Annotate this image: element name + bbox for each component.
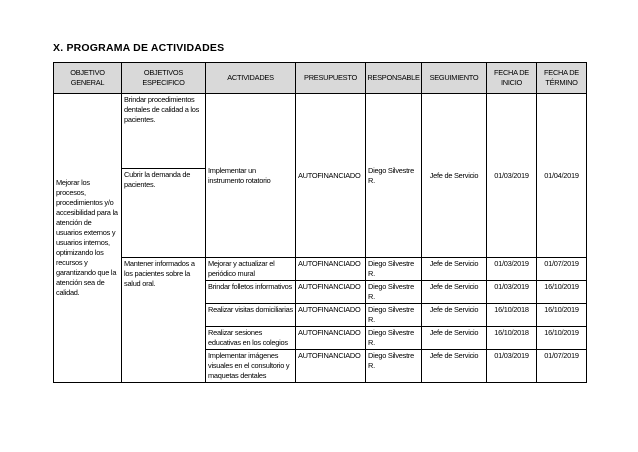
presupuesto-cell: AUTOFINANCIADO: [296, 94, 366, 258]
fecha-inicio-cell: 01/03/2019: [487, 258, 537, 281]
responsable-cell: Diego Silvestre R.: [366, 94, 422, 258]
presupuesto-cell: AUTOFINANCIADO: [296, 350, 366, 383]
responsable-cell: Diego Silvestre R.: [366, 304, 422, 327]
fecha-termino-cell: 01/07/2019: [537, 258, 587, 281]
seguimiento-cell: Jefe de Servicio: [422, 327, 487, 350]
fecha-termino-cell: 01/04/2019: [537, 94, 587, 258]
presupuesto-cell: AUTOFINANCIADO: [296, 327, 366, 350]
especifico-cell: Cubrir la demanda de pacientes.: [122, 169, 206, 258]
activities-table: [53, 62, 587, 383]
fecha-inicio-cell: 16/10/2018: [487, 304, 537, 327]
actividad-cell: Implementar imágenes visuales en el consultorio y maquetas dentales: [206, 350, 296, 383]
header-fecha-inicio: FECHA DE INICIO: [487, 63, 537, 94]
especifico-cell: Brindar procedimientos dentales de calidad a los pacientes.: [122, 94, 206, 169]
fecha-termino-cell: 16/10/2019: [537, 281, 587, 304]
seguimiento-cell: Jefe de Servicio: [422, 94, 487, 258]
responsable-cell: Diego Silvestre R.: [366, 258, 422, 281]
header-presupuesto: PRESUPUESTO: [296, 63, 366, 94]
header-objetivo-general: OBJETIVO GENERAL: [54, 63, 122, 94]
actividad-cell: Realizar sesiones educativas en los colegios: [206, 327, 296, 350]
table-row: [54, 94, 587, 169]
fecha-termino-cell: 16/10/2019: [537, 304, 587, 327]
fecha-inicio-cell: 16/10/2018: [487, 327, 537, 350]
fecha-inicio-cell: 01/03/2019: [487, 281, 537, 304]
header-objetivos-especifico: OBJETIVOS ESPECIFICO: [122, 63, 206, 94]
objetivo-general-cell: Mejorar los procesos, procedimientos y/o accesibilidad para la atención de usuarios externos y usuarios internos, optimizando los recursos y garantizando que la atención sea de calidad.: [54, 94, 122, 383]
seguimiento-cell: Jefe de Servicio: [422, 304, 487, 327]
header-fecha-termino: FECHA DE TÉRMINO: [537, 63, 587, 94]
responsable-cell: Diego Silvestre R.: [366, 281, 422, 304]
section-title: X. PROGRAMA DE ACTIVIDADES: [53, 42, 225, 54]
seguimiento-cell: Jefe de Servicio: [422, 281, 487, 304]
presupuesto-cell: AUTOFINANCIADO: [296, 281, 366, 304]
header-seguimiento: SEGUIMIENTO: [422, 63, 487, 94]
actividad-cell: Realizar visitas domiciliarias: [206, 304, 296, 327]
fecha-inicio-cell: 01/03/2019: [487, 94, 537, 258]
presupuesto-cell: AUTOFINANCIADO: [296, 304, 366, 327]
presupuesto-cell: AUTOFINANCIADO: [296, 258, 366, 281]
fecha-termino-cell: 01/07/2019: [537, 350, 587, 383]
actividad-cell: Brindar folletos informativos: [206, 281, 296, 304]
responsable-cell: Diego Silvestre R.: [366, 327, 422, 350]
actividad-cell: Mejorar y actualizar el periódico mural: [206, 258, 296, 281]
actividad-cell: Implementar un instrumento rotatorio: [206, 94, 296, 258]
fecha-inicio-cell: 01/03/2019: [487, 350, 537, 383]
especifico-cell: Mantener informados a los pacientes sobre la salud oral.: [122, 258, 206, 383]
table-row: [54, 258, 587, 281]
responsable-cell: Diego Silvestre R.: [366, 350, 422, 383]
fecha-termino-cell: 16/10/2019: [537, 327, 587, 350]
header-responsable: RESPONSABLE: [366, 63, 422, 94]
header-actividades: ACTIVIDADES: [206, 63, 296, 94]
seguimiento-cell: Jefe de Servicio: [422, 258, 487, 281]
header-row: [54, 63, 587, 94]
seguimiento-cell: Jefe de Servicio: [422, 350, 487, 383]
